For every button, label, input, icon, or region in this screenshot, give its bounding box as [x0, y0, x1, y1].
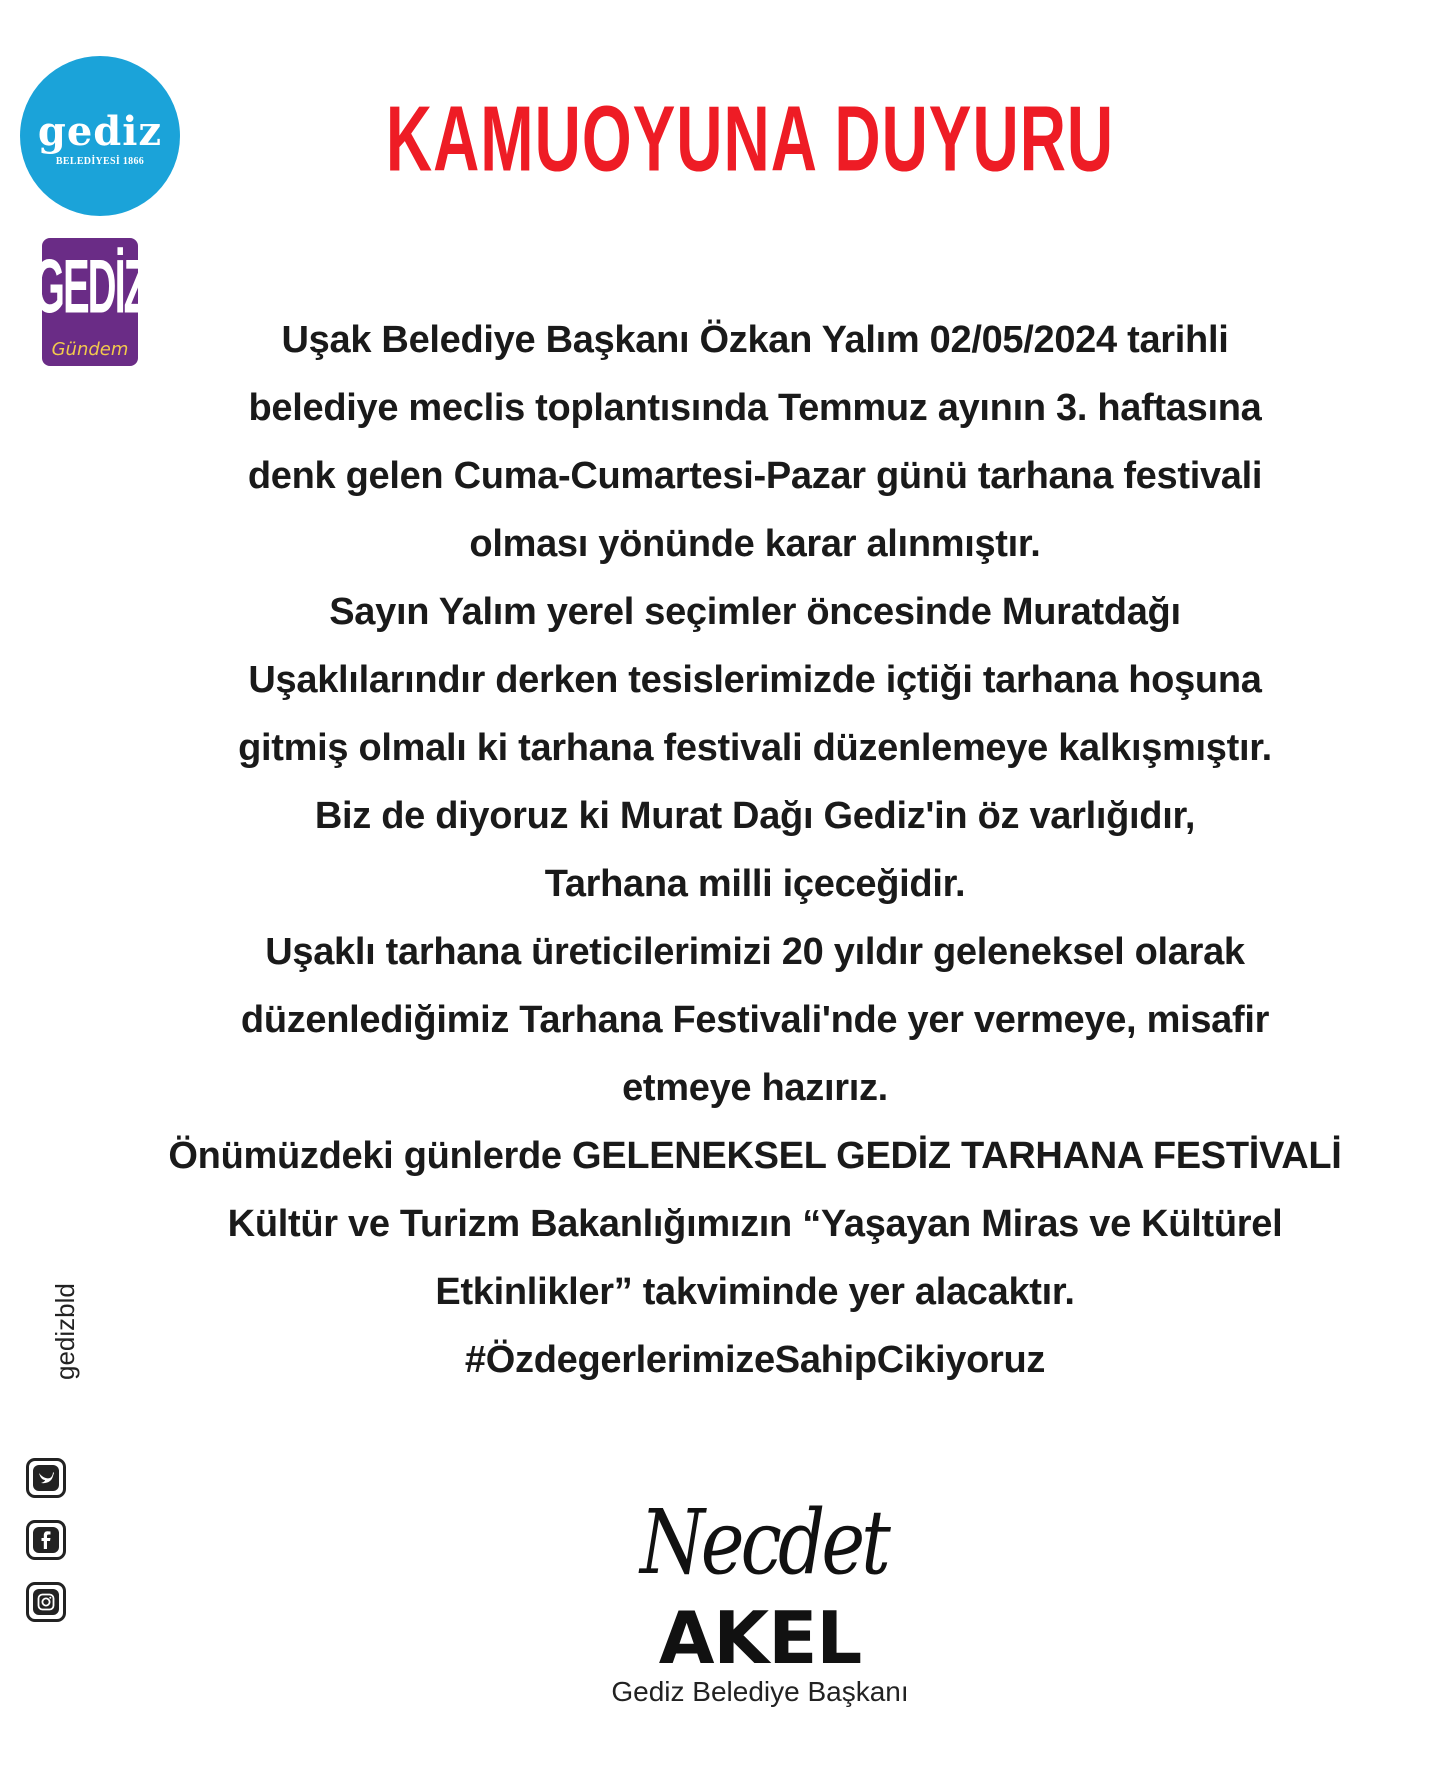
- signature-script: Necdet: [640, 1491, 887, 1595]
- instagram-icon: [26, 1582, 66, 1622]
- body-line: Uşaklı tarhana üreticilerimizi 20 yıldır geleneksel olarak: [265, 931, 1245, 973]
- announcement-body: [120, 306, 1390, 1394]
- body-line: olması yönünde karar alınmıştır.: [469, 523, 1041, 565]
- hashtag-line: #ÖzdegerlerimizeSahipCikiyoruz: [464, 1339, 1046, 1381]
- body-line: gitmiş olmalı ki tarhana festivali düzenlemeye kalkışmıştır.: [238, 727, 1272, 769]
- logo-subtitle: BELEDİYESİ 1866: [55, 155, 145, 167]
- facebook-icon: [26, 1520, 66, 1560]
- body-line: Etkinlikler” takviminde yer alacaktır.: [435, 1271, 1075, 1313]
- twitter-icon: [26, 1458, 66, 1498]
- signature-name: AKEL: [658, 1596, 862, 1680]
- body-line: Biz de diyoruz ki Murat Dağı Gediz'in öz varlığıdır,: [314, 795, 1196, 837]
- body-line: Kültür ve Turizm Bakanlığımızın “Yaşayan Miras ve Kültürel: [227, 1203, 1283, 1245]
- body-line: Uşaklılarındır derken tesislerimizde içtiği tarhana hoşuna: [248, 659, 1262, 701]
- body-line: Uşak Belediye Başkanı Özkan Yalım 02/05/2024 tarihli: [281, 319, 1229, 361]
- body-line: düzenlediğimiz Tarhana Festivali'nde yer vermeye, misafir: [240, 999, 1270, 1041]
- instagram-camera-glyph: [37, 1593, 55, 1611]
- body-line: Sayın Yalım yerel seçimler öncesinde Muratdağı: [329, 591, 1181, 633]
- body-line: Önümüzdeki günlerde GELENEKSEL GEDİZ TARHANA FESTİVALİ: [168, 1135, 1342, 1177]
- gundem-logo-subtitle: Gündem: [51, 339, 129, 360]
- body-line: etmeye hazırız.: [622, 1067, 888, 1109]
- announcement-title: KAMUOYUNA DUYURU: [385, 86, 1115, 191]
- logo-wordmark: gediz: [37, 107, 163, 155]
- facebook-f-glyph: [39, 1531, 53, 1549]
- social-handle: gedizbld: [50, 1283, 80, 1380]
- body-line: belediye meclis toplantısında Temmuz ayının 3. haftasına: [248, 387, 1262, 429]
- gundem-logo-wordmark: GEDİZ: [33, 245, 147, 329]
- gediz-belediyesi-logo: [20, 56, 180, 216]
- twitter-bird-glyph: [37, 1470, 55, 1486]
- signature-role: Gediz Belediye Başkanı: [611, 1676, 909, 1707]
- body-line: Tarhana milli içeceğidir.: [544, 863, 966, 905]
- body-line: denk gelen Cuma-Cumartesi-Pazar günü tarhana festivali: [247, 455, 1263, 497]
